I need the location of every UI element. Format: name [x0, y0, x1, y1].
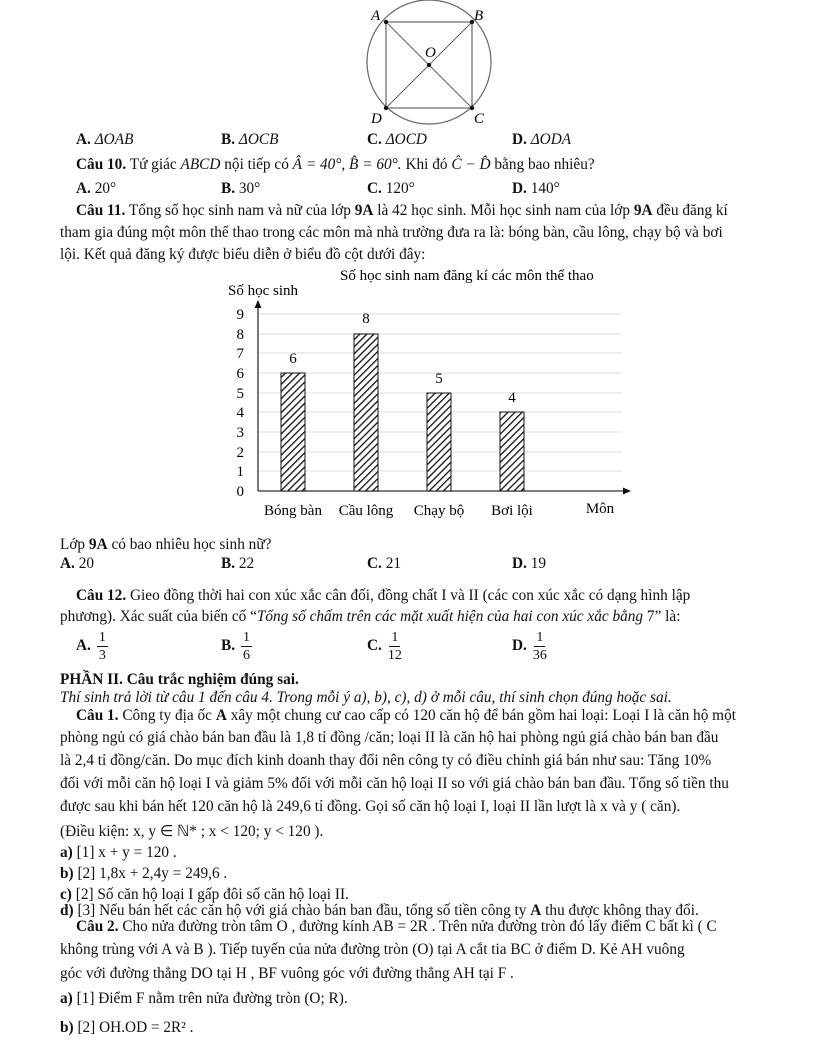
q10-option-d: D. 140° [512, 180, 560, 197]
svg-text:Cầu lông: Cầu lông [338, 503, 394, 519]
point-label-o: O [425, 45, 436, 61]
bar-chay-bo [427, 393, 451, 491]
point-label-c: C [474, 111, 485, 127]
q9-option-b: B. ΔOCB [221, 131, 279, 148]
bar-chart [200, 262, 640, 527]
svg-text:7: 7 [236, 346, 244, 362]
p2q1-condition: (Điều kiện: x, y ∈ ℕ* ; x < 120; y < 120 ). [60, 823, 324, 840]
q9-option-c: C. ΔOCD [367, 131, 427, 148]
p2q1-item-a: a) [1] x + y = 120 . [60, 844, 177, 861]
point-label-b: B [474, 8, 484, 24]
p2q2-line-3: góc với đường thẳng DO tại H , BF vuông góc với đường thẳng AH tại F . [60, 965, 514, 982]
chart-x-label: Môn [585, 501, 615, 517]
p2q1-item-c: c) [2] Số căn hộ loại I gấp đôi số căn hộ loại II. [60, 886, 349, 903]
y-axis-arrow-icon [255, 300, 262, 308]
p2q1-line-3: là 2,4 tỉ đồng/căn. Do mục đích kinh doanh thay đổi nên công ty có điều chỉnh giá bán như sau: Tăng 10% [60, 752, 712, 769]
svg-text:4: 4 [508, 390, 516, 406]
q12-option-a: A. $\frac{1}{3}$ [76, 630, 106, 663]
q10-stem: Câu 10. Tứ giác ABCD nội tiếp có Â = 40°, B̂ = 60°. Khi đó Ĉ − D̂ bằng bao nhiêu? [76, 156, 595, 173]
p2q2-line-1: Câu 2. Cho nửa đường tròn tâm O , đường kính AB = 2R . Trên nửa đường tròn đó lấy điểm C bất kì ( C [76, 918, 717, 935]
q12-line-1: Câu 12. Gieo đồng thời hai con xúc xắc cân đối, đồng chất I và II (các con xúc xắc có dạng hình lập [76, 587, 691, 604]
svg-text:Bơi lội: Bơi lội [491, 503, 533, 519]
point-label-d: D [371, 111, 382, 127]
part2-heading: PHẦN II. Câu trắc nghiệm đúng sai. [60, 671, 299, 688]
p2q1-item-d: d) [3] Nếu bán hết các căn hộ với giá chào bán ban đầu, tổng số tiền công ty A thu được không thay đổi. [60, 902, 699, 919]
p2q1-line-4: đối với mỗi căn hộ loại I và giảm 5% đối với mỗi căn hộ loại II so với giá chào bán ban đầu. Tổng số tiền thu [60, 775, 729, 792]
square-in-circle-figure [360, 0, 500, 130]
x-axis-arrow-icon [623, 488, 631, 495]
svg-text:8: 8 [362, 311, 370, 327]
bar-cau-long [354, 334, 378, 491]
p2q2-line-2: không trùng với A và B ). Tiếp tuyến của nửa đường tròn (O) tại A cắt tia BC ở điểm D. Kẻ AH vuông [60, 941, 685, 958]
chart-data-labels [289, 311, 516, 406]
p2q1-line-5: được sau khi bán hết 120 căn hộ là 249,6 tỉ đồng. Gọi số căn hộ loại I, loại II lần lượt là x và y ( căn). [60, 798, 681, 815]
bar-bong-ban [281, 373, 305, 491]
svg-text:6: 6 [289, 351, 297, 367]
chart-y-ticks [237, 307, 245, 500]
p2q2-item-b: b) [2] OH.OD = 2R² . [60, 1019, 194, 1036]
q9-option-a: A. ΔOAB [76, 131, 134, 148]
q12-option-d: D. $\frac{1}{36}$ [512, 630, 547, 663]
p2q2-item-a: a) [1] Điểm F nằm trên nửa đường tròn (O; R). [60, 990, 348, 1007]
q11-option-d: D. 19 [512, 555, 546, 572]
q12-line-2: phương). Xác suất của biến cố “Tổng số chấm trên các mặt xuất hiện của hai con xúc xắc bằng 7” là: [60, 608, 681, 625]
p2q1-line-2: phòng ngủ có giá chào bán ban đầu là 1,8 tỉ đồng /căn; loại II là căn hộ hai phòng ngủ giá chào bán ban đầu [60, 729, 719, 746]
q11-question: Lớp 9A có bao nhiêu học sinh nữ? [60, 536, 272, 553]
svg-text:6: 6 [236, 366, 244, 382]
q10-option-b: B. 30° [221, 180, 261, 197]
q10-option-c: C. 120° [367, 180, 415, 197]
q12-option-b: B. $\frac{1}{6}$ [221, 630, 251, 663]
svg-text:3: 3 [236, 425, 244, 441]
chart-y-label: Số học sinh [228, 283, 299, 299]
q10-option-a: A. 20° [76, 180, 117, 197]
svg-text:8: 8 [236, 327, 244, 343]
part2-instruction: Thí sinh trả lời từ câu 1 đến câu 4. Trong mỗi ý a), b), c), d) ở mỗi câu, thí sinh chọn đúng hoặc sai. [60, 689, 672, 706]
q11-option-c: C. 21 [367, 555, 401, 572]
q11-line-1: Câu 11. Tổng số học sinh nam và nữ của lớp 9A là 42 học sinh. Mỗi học sinh nam của lớp 9A đều đăng kí [76, 202, 728, 219]
q9-option-d: D. ΔODA [512, 131, 572, 148]
q12-option-c: C. $\frac{1}{12}$ [367, 630, 402, 663]
chart-title: Số học sinh nam đăng kí các môn thể thao [340, 268, 594, 284]
svg-text:Chạy bộ: Chạy bộ [413, 503, 465, 519]
p2q1-line-1: Câu 1. Công ty địa ốc A xây một chung cư cao cấp có 120 căn hộ để bán gồm hai loại: Loại I là căn hộ một [76, 707, 736, 724]
svg-text:9: 9 [236, 307, 244, 323]
q11-line-3: lội. Kết quả đăng ký được biểu diễn ở biểu đồ cột dưới đây: [60, 246, 426, 263]
q11-line-2: tham gia đúng một môn thể thao trong các môn mà nhà trường đưa ra là: bóng bàn, cầu lông, chạy bộ và bơi [60, 224, 723, 241]
svg-text:1: 1 [236, 464, 244, 480]
q11-option-a: A. 20 [60, 555, 94, 572]
point-label-a: A [371, 8, 381, 24]
svg-text:5: 5 [236, 386, 244, 402]
chart-x-categories [264, 503, 533, 519]
q11-option-b: B. 22 [221, 555, 255, 572]
svg-text:0: 0 [236, 484, 244, 500]
p2q1-item-b: b) [2] 1,8x + 2,4y = 249,6 . [60, 865, 228, 882]
svg-text:Bóng bàn: Bóng bàn [264, 503, 322, 519]
svg-text:2: 2 [236, 445, 244, 461]
bar-boi-loi [500, 412, 524, 491]
svg-text:4: 4 [236, 405, 244, 421]
svg-text:5: 5 [435, 371, 443, 387]
